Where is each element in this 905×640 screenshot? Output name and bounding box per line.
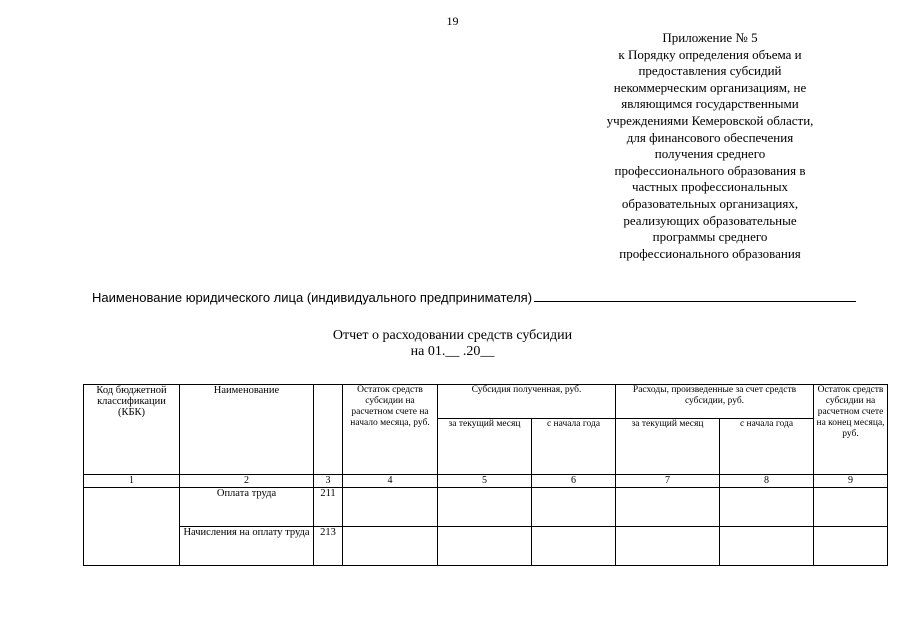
column-number: 4 bbox=[343, 475, 438, 488]
appendix-line: профессионального образования в bbox=[614, 162, 806, 178]
organization-name-line bbox=[92, 289, 887, 305]
row-code: 211 bbox=[314, 488, 343, 527]
organization-name-label: Наименование юридического лица (индивидуального предпринимателя) bbox=[92, 290, 533, 305]
balance-start-cell[interactable] bbox=[343, 488, 438, 527]
row-name: Начисления на оплату труда bbox=[180, 527, 314, 566]
header-subsidy-since-year-start: с начала года bbox=[532, 419, 616, 475]
header-expenses-since-year-start: с начала года bbox=[720, 419, 814, 475]
table-row bbox=[84, 488, 888, 527]
balance-end-cell[interactable] bbox=[814, 527, 888, 566]
kbk-cell[interactable] bbox=[84, 488, 180, 566]
subsidy-since-year-start-cell[interactable] bbox=[532, 488, 616, 527]
column-number: 5 bbox=[438, 475, 532, 488]
appendix-line: учреждениями Кемеровской области, bbox=[606, 112, 814, 128]
organization-name-blank[interactable] bbox=[534, 289, 856, 302]
subsidy-since-year-start-cell[interactable] bbox=[532, 527, 616, 566]
header-balance-end: Остаток средств субсидии на расчетном счете на конец месяца, руб. bbox=[814, 385, 888, 475]
appendix-line: к Порядку определения объема и bbox=[618, 46, 802, 62]
header-expenses: Расходы, произведенные за счет средств субсидии, руб. bbox=[616, 385, 814, 419]
report-title-block bbox=[0, 328, 905, 360]
column-numbers-row bbox=[84, 475, 888, 488]
column-number: 3 bbox=[314, 475, 343, 488]
appendix-line: некоммерческим организациям, не bbox=[613, 79, 807, 95]
appendix-line: для финансового обеспечения bbox=[626, 129, 794, 145]
appendix-line: реализующих образовательные bbox=[623, 212, 797, 228]
appendix-line: получения среднего bbox=[654, 146, 766, 162]
header-subsidy-received: Субсидия полученная, руб. bbox=[438, 385, 616, 419]
appendix-line: образовательных организациях, bbox=[621, 195, 799, 211]
page-number: 19 bbox=[446, 14, 459, 28]
appendix-block bbox=[560, 30, 860, 262]
header-kbk: Код бюджетной классификации (КБК) bbox=[84, 385, 180, 475]
expenses-current-month-cell[interactable] bbox=[616, 527, 720, 566]
column-number: 1 bbox=[84, 475, 180, 488]
header-subsidy-current-month: за текущий месяц bbox=[438, 419, 532, 475]
appendix-line: Приложение № 5 bbox=[662, 30, 758, 45]
column-number: 9 bbox=[814, 475, 888, 488]
report-title: Отчет о расходовании средств субсидии bbox=[332, 328, 573, 343]
subsidy-current-month-cell[interactable] bbox=[438, 527, 532, 566]
header-code bbox=[314, 385, 343, 475]
appendix-line: программы среднего bbox=[652, 229, 768, 245]
row-code: 213 bbox=[314, 527, 343, 566]
subsidy-report-table bbox=[83, 384, 888, 566]
balance-end-cell[interactable] bbox=[814, 488, 888, 527]
expenses-since-year-start-cell[interactable] bbox=[720, 488, 814, 527]
row-name: Оплата труда bbox=[180, 488, 314, 527]
header-balance-start: Остаток средств субсидии на расчетном счете на начало месяца, руб. bbox=[343, 385, 438, 475]
column-number: 8 bbox=[720, 475, 814, 488]
balance-start-cell[interactable] bbox=[343, 527, 438, 566]
header-expenses-current-month: за текущий месяц bbox=[616, 419, 720, 475]
appendix-line: являющимся государственными bbox=[621, 96, 799, 112]
table-row bbox=[84, 527, 888, 566]
report-date-line: на 01.__ .20__ bbox=[410, 344, 495, 359]
subsidy-current-month-cell[interactable] bbox=[438, 488, 532, 527]
column-number: 2 bbox=[180, 475, 314, 488]
expenses-since-year-start-cell[interactable] bbox=[720, 527, 814, 566]
column-number: 7 bbox=[616, 475, 720, 488]
header-name: Наименование bbox=[180, 385, 314, 475]
column-number: 6 bbox=[532, 475, 616, 488]
appendix-line: предоставления субсидий bbox=[638, 63, 782, 79]
expenses-current-month-cell[interactable] bbox=[616, 488, 720, 527]
appendix-line: частных профессиональных bbox=[631, 179, 789, 195]
appendix-line: профессионального образования bbox=[619, 245, 801, 261]
